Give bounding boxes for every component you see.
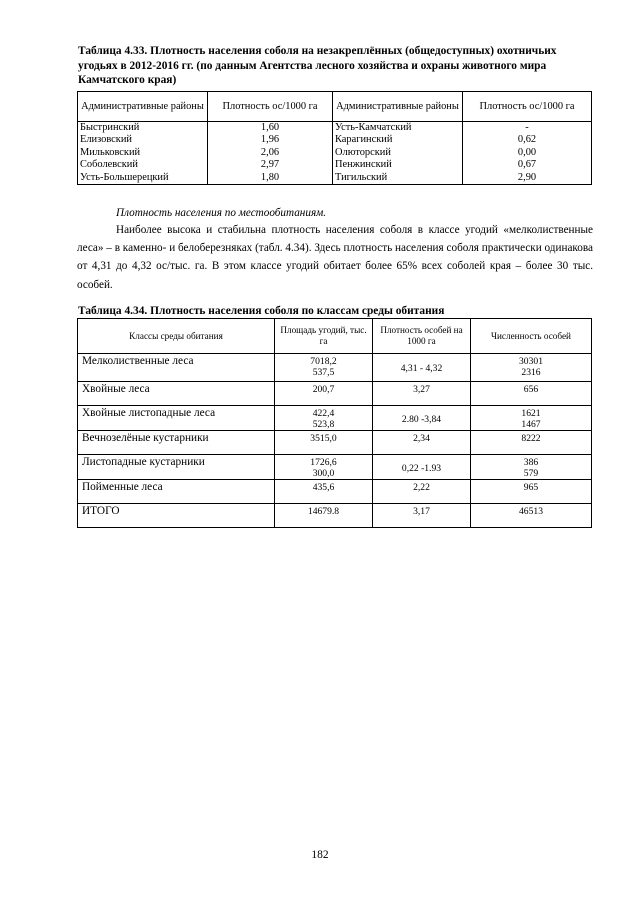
column-header-density: Плотность особей на 1000 га: [373, 319, 471, 354]
area-cell: [275, 382, 373, 406]
area-cell: [275, 406, 373, 431]
table-row: [78, 455, 592, 480]
area-cell: [275, 431, 373, 455]
table-row: [78, 431, 592, 455]
count-value: 1621: [521, 408, 541, 419]
table-row: [78, 354, 592, 382]
district-name: Тигильский: [333, 172, 463, 185]
habitat-class-name: Вечнозелёные кустарники: [78, 431, 275, 455]
density-value: 3,17: [373, 504, 471, 528]
count-cell: [471, 480, 592, 504]
column-header-district: Административные районы: [78, 92, 208, 122]
district-name: Соболевский: [78, 159, 208, 171]
district-name: Олюторский: [333, 147, 463, 159]
habitat-class-name: Мелколиственные леса: [78, 354, 275, 382]
count-value: 46513: [519, 506, 543, 517]
table-4-34: [77, 318, 592, 528]
section-subheading: Плотность населения по местообитаниям.: [116, 207, 327, 219]
table-row: [78, 382, 592, 406]
density-value: 2,34: [373, 431, 471, 455]
area-cell: [275, 354, 373, 382]
count-value: 579: [523, 468, 539, 479]
area-value: 523,8: [312, 419, 335, 430]
table-header-row: [78, 319, 592, 354]
density-value: 0,22 -1.93: [373, 455, 471, 480]
count-cell: [471, 382, 592, 406]
count-value: 8222: [521, 433, 541, 444]
count-value: 30301: [519, 356, 543, 367]
table-row: [78, 122, 592, 135]
count-cell: [471, 406, 592, 431]
count-value: 386: [523, 457, 539, 468]
table-row: [78, 172, 592, 185]
habitat-class-name: Листопадные кустарники: [78, 455, 275, 480]
area-value: 422,4: [312, 408, 335, 419]
count-cell: [471, 455, 592, 480]
area-value: 3515,0: [310, 433, 337, 444]
density-value: 4,31 - 4,32: [373, 354, 471, 382]
count-value: 656: [523, 384, 539, 395]
habitat-class-name: Хвойные леса: [78, 382, 275, 406]
district-name: Карагинский: [333, 134, 463, 146]
density-value: 1,96: [208, 134, 333, 146]
density-value: 2,97: [208, 159, 333, 171]
habitat-class-name: ИТОГО: [78, 504, 275, 528]
count-value: 2316: [521, 367, 541, 378]
count-cell: [471, 504, 592, 528]
column-header-district: Административные районы: [333, 92, 463, 122]
table-row: [78, 406, 592, 431]
area-value: 537,5: [312, 367, 335, 378]
page-number: 182: [311, 849, 329, 861]
density-value: 2,90: [463, 172, 592, 185]
density-value: 1,80: [208, 172, 333, 185]
district-name: Елизовский: [78, 134, 208, 146]
density-value: 0,67: [463, 159, 592, 171]
area-value: 300,0: [312, 468, 335, 479]
column-header-count: Численность особей: [471, 319, 592, 354]
table-row: [78, 159, 592, 171]
column-header-density: Плотность ос/1000 га: [463, 92, 592, 122]
area-value: 1726,6: [310, 457, 337, 468]
column-header-habitat-class: Классы среды обитания: [78, 319, 275, 354]
table-row: [78, 147, 592, 159]
table-4-33: [77, 91, 592, 185]
area-cell: [275, 504, 373, 528]
count-value: 965: [523, 482, 539, 493]
density-value: 2,22: [373, 480, 471, 504]
district-name: Быстринский: [78, 122, 208, 135]
density-value: 3,27: [373, 382, 471, 406]
table-4-34-caption: Таблица 4.34. Плотность населения соболя по классам среды обитания: [78, 305, 445, 317]
column-header-density: Плотность ос/1000 га: [208, 92, 333, 122]
district-name: Мильковский: [78, 147, 208, 159]
area-value: 7018,2: [310, 356, 337, 367]
district-name: Усть-Большерецкий: [78, 172, 208, 185]
habitat-class-name: Хвойные листопадные леса: [78, 406, 275, 431]
habitat-class-name: Пойменные леса: [78, 480, 275, 504]
density-value: 0,62: [463, 134, 592, 146]
area-value: 435,6: [312, 482, 335, 493]
density-value: 2.80 -3,84: [373, 406, 471, 431]
column-header-area: Площадь угодий, тыс. га: [275, 319, 373, 354]
count-value: 1467: [521, 419, 541, 430]
table-header-row: [78, 92, 592, 122]
area-value: 14679.8: [307, 506, 340, 517]
table-row: [78, 134, 592, 146]
district-name: Усть-Камчатский: [333, 122, 463, 135]
table-4-33-caption: Таблица 4.33. Плотность населения соболя на незакреплённых (общедоступных) охотничьих угодьях в 2012-2016 гг. (по данным Агентства лесного хозяйства и охраны животного мира Камчатского края): [78, 45, 557, 86]
count-cell: [471, 354, 592, 382]
density-value: 1,60: [208, 122, 333, 135]
table-row: [78, 504, 592, 528]
body-paragraph: Наиболее высока и стабильна плотность населения соболя в классе угодий «мелколиственные леса» – в каменно- и белоберезняках (табл. 4.34). Здесь плотность населения соболя практически одинакова от 4,31 до 4,32 ос/тыс. га. В этом классе угодий обитает более 65% всех соболей края – более 30 тыс. особей.: [77, 224, 593, 291]
density-value: -: [463, 122, 592, 135]
count-cell: [471, 431, 592, 455]
density-value: 0,00: [463, 147, 592, 159]
table-row: [78, 480, 592, 504]
density-value: 2,06: [208, 147, 333, 159]
area-value: 200,7: [312, 384, 335, 395]
district-name: Пенжинский: [333, 159, 463, 171]
area-cell: [275, 480, 373, 504]
area-cell: [275, 455, 373, 480]
